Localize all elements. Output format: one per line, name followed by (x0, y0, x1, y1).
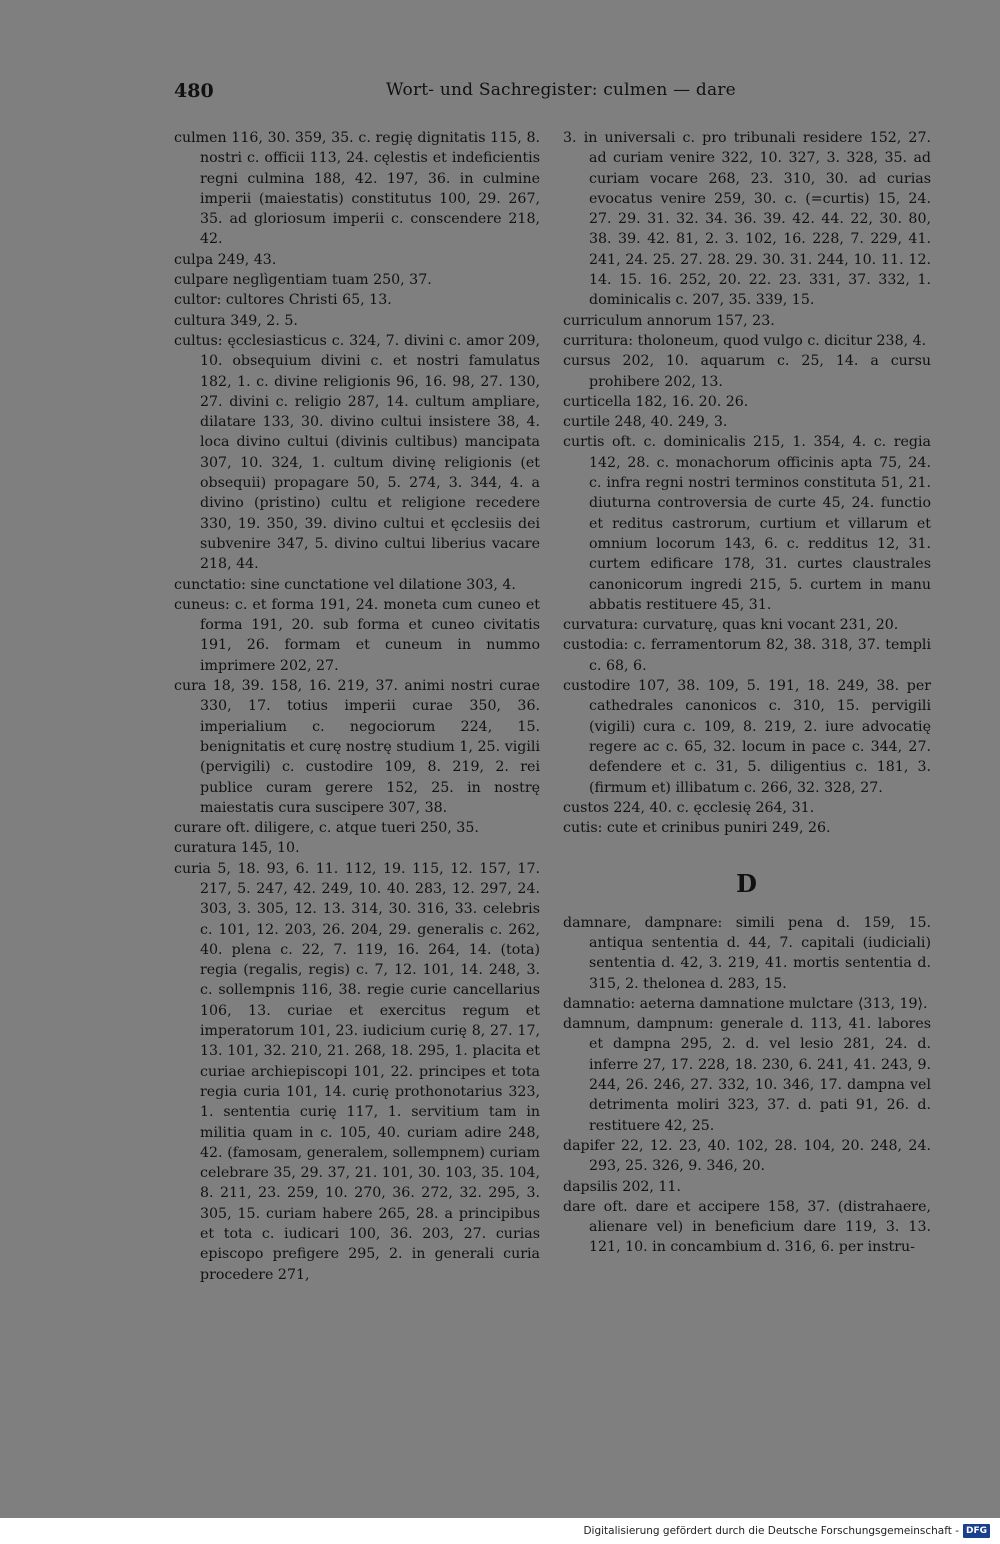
index-entry: cutis: cute et crinibus puniri 249, 26. (563, 820, 831, 837)
index-entry: culpa 249, 43. (174, 251, 277, 268)
section-letter: D (736, 869, 758, 899)
index-entry: curia 5, 18. 93, 6. 11. 112, 19. 115, 12. 157, 17. 217, 5. 247, 42. 249, 10. 40. 283, 12. 297, 24. 303, 3. 305, 12. 13. 314, 30. 316, 33. celebris c. 101, 12. 203, 26. 204, 29. generalis c. 262, 40. plena c. 22, 7. 119, 16. 264, 14. (tota) regia (regalis, regis) c. 7, 12. 101, 14. 248, 3. c. sollempnis 116, 38. regie curie cancellarius 106, 13. curiae et exercitus regum et imperatorum 101, 23. iudicium curię 8, 27. 17, 13. 101, 32. 210, 21. 268, 18. 295, 1. placita et curiae archiepiscopi 101, 22. principes et tota regia curia 101, 14. curię prothonotarius 323, 1. sententia curię 117, 1. servitium tam in militia quam in c. 105, 40. curiam adire 248, 42. (famosam, generalem, sollempnem) curiam celebrare 35, 29. 37, 21. 101, 30. 103, 35. 104, 8. 211, 23. 259, 10. 270, 36. 272, 32. 295, 3. 305, 15. curiam habere 265, 28. a principibus et tota c. iudicari 100, 36. 203, 27. curias episcopo prefigere 295, 2. in generali curia procedere 271, (174, 860, 540, 1283)
index-entry: custodia: c. ferramentorum 82, 38. 318, 37. templi c. 68, 6. (563, 637, 931, 674)
index-entry: custos 224, 40. c. ęcclesię 264, 31. (563, 799, 815, 816)
index-entry: curriculum annorum 157, 23. (563, 312, 775, 329)
index-entry: cultor: cultores Christi 65, 13. (174, 292, 392, 309)
footer (583, 1522, 990, 1540)
index-entry: cuneus: c. et forma 191, 24. moneta cum cuneo et forma 191, 20. sub forma et cuneo civitatis 191, 26. formam et cuneum in nummo imprimere 202, 27. (174, 596, 540, 674)
index-entry: curtis oft. c. dominicalis 215, 1. 354, 4. c. regia 142, 28. c. monachorum officinis apta 75, 24. c. infra regni nostri terminos constituta 51, 21. diuturna controversia de curte 45, 24. functio et reditus castrorum, curtium et villarum et omnium locorum 143, 6. c. redditus 12, 31. curtem edificare 178, 31. curtes claustrales canonicorum ingredi 215, 5. curtem in manu abbatis restituere 45, 31. (563, 434, 931, 613)
right-column-c-entries (563, 128, 931, 838)
right-column-d-entries (563, 913, 931, 1258)
running-title: Wort- und Sachregister: culmen — dare (386, 80, 736, 100)
index-entry: 3. in universali c. pro tribunali residere 152, 27. ad curiam venire 322, 10. 327, 3. 328, 35. ad curiam vocare 268, 23. 310, 30. ad curias evocatus venire 259, 30. c. (=curtis) 15, 24. 27. 29. 31. 32. 34. 36. 39. 42. 44. 22, 30. 80, 38. 39. 42. 81, 2. 3. 102, 16. 228, 7. 229, 41. 241, 24. 25. 27. 28. 29. 30. 31. 244, 10. 11. 12. 14. 15. 16. 252, 20. 22. 23. 331, 37. 332, 1. dominicalis c. 207, 35. 339, 15. (563, 130, 931, 309)
index-entry: curtile 248, 40. 249, 3. (563, 414, 728, 431)
index-entry: curvatura: curvaturę, quas kni vocant 231, 20. (563, 617, 899, 634)
index-entry: cultura 349, 2. 5. (174, 312, 298, 329)
page-header (172, 80, 930, 106)
footer-text: Digitalisierung gefördert durch die Deutsche Forschungsgemeinschaft - (583, 1525, 959, 1537)
index-entry: curare oft. diligere, c. atque tueri 250, 35. (174, 820, 479, 837)
left-column (174, 128, 540, 1285)
index-entry: custodire 107, 38. 109, 5. 191, 18. 249, 38. per cathedrales canonicos c. 310, 15. pervigili (vigili) cura c. 109, 8. 219, 2. iure advocatię regere ac c. 65, 32. locum in pace c. 344, 27. defendere et c. 31, 5. diligentius c. 181, 3. (firmum et) illibatum c. 266, 32. 328, 27. (563, 678, 931, 796)
index-entry: culpare neglìgentiam tuam 250, 37. (174, 272, 432, 289)
index-entry: damnatio: aeterna damnatione mulctare ⟨313, 19⟩. (563, 995, 928, 1012)
index-entry: cunctatio: sine cunctatione vel dilatione 303, 4. (174, 576, 516, 593)
index-entry: cultus: ęcclesiasticus c. 324, 7. divini c. amor 209, 10. obsequium divini c. et nostri famulatus 182, 1. c. divine religionis 96, 16. 98, 27. 130, 27. divini c. religio 287, 14. cultum ampliare, dilatare 133, 30. divino cultui insistere 38, 4. loca divino cultui (divinis cultibus) mancipata 307, 10. 324, 1. cultum divinę religionis (et obsequii) propagare 50, 5. 274, 3. 344, 4. a divino (pristino) cultu et religione recedere 330, 19. 350, 39. divino cultui et ęcclesiis dei subvenire 347, 5. divino cultui liberius vacare 218, 44. (174, 332, 540, 573)
page-number: 480 (174, 80, 214, 102)
index-entry: curatura 145, 10. (174, 840, 300, 857)
right-column (563, 128, 931, 1258)
index-entry: cursus 202, 10. aquarum c. 25, 14. a cursu prohibere 202, 13. (563, 353, 931, 390)
index-entry: dapifer 22, 12. 23, 40. 102, 28. 104, 20. 248, 24. 293, 25. 326, 9. 346, 20. (563, 1137, 931, 1175)
index-entry: culmen 116, 30. 359, 35. c. regię dignitatis 115, 8. nostri c. officii 113, 24. cęlestis et indeficientis regni culmina 188, 42. 197, 36. in culmine imperii (maiestatis) constitutus 100, 29. 267, 35. ad gloriosum imperii c. conscendere 218, 42. (174, 130, 540, 248)
index-entry: dare oft. dare et accipere 158, 37. (distrahaere, alienare vel) in beneficium dare 119, 3. 13. 121, 10. in concambium d. 316, 6. per instru- (563, 1198, 931, 1256)
index-entry: curticella 182, 16. 20. 26. (563, 393, 749, 410)
index-entry: curritura: tholoneum, quod vulgo c. dicitur 238, 4. (563, 332, 927, 349)
index-entry: dapsilis 202, 11. (563, 1178, 681, 1195)
index-entry: damnare, dampnare: simili pena d. 159, 15. antiqua sententia d. 44, 7. capitali (iudiciali) sententia d. 42, 3. 219, 41. mortis sententia d. 315, 2. thelonea d. 283, 15. (563, 914, 931, 992)
index-entry: damnum, dampnum: generale d. 113, 41. labores et dampna 295, 2. d. vel lesio 281, 24. d. inferre 27, 17. 228, 18. 230, 6. 241, 41. 243, 9. 244, 26. 246, 27. 332, 10. 346, 17. dampna vel detrimenta moliri 323, 37. d. pati 91, 26. d. restituere 42, 25. (563, 1016, 931, 1134)
index-entry: cura 18, 39. 158, 16. 219, 37. animi nostri curae 330, 17. totius imperii curae 350, 36. imperialium c. negociorum 224, 15. benignitatis et curę nostrę studium 1, 25. vigili (pervigili) c. custodire 109, 8. 219, 2. rei publice curam gerere 152, 25. in nostrę maiestatis cura suscipere 307, 38. (174, 678, 540, 816)
dfg-logo: DFG (963, 1524, 990, 1538)
